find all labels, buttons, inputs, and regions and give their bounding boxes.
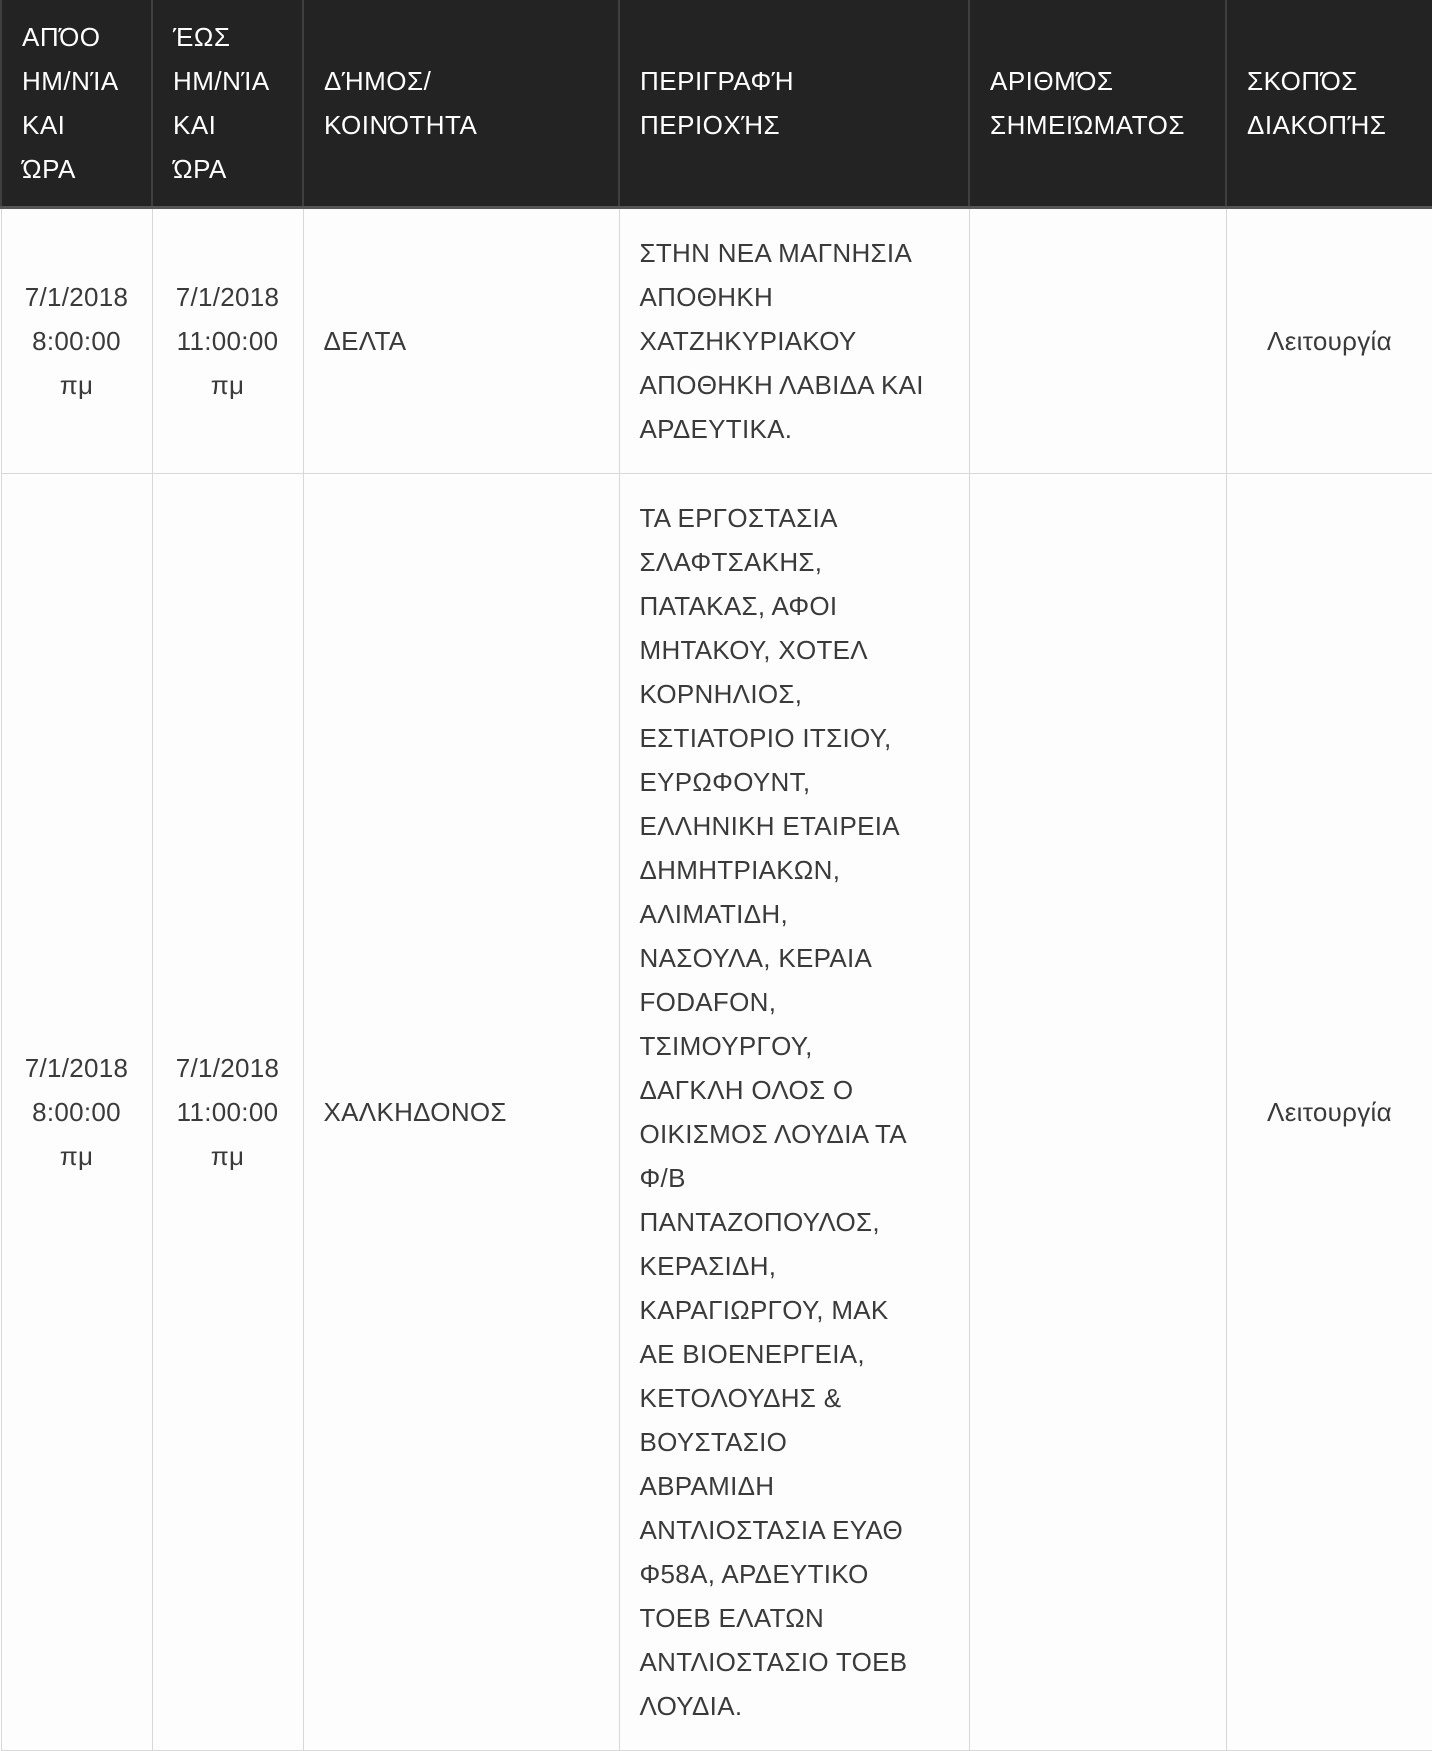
cell-municipality: ΧΑΛΚΗΔΟΝΟΣ: [303, 473, 619, 1750]
header-note-number: ΑΡΙΘΜΌΣ ΣΗΜΕΙΏΜΑΤΟΣ: [969, 0, 1226, 207]
table-row: [1, 207, 1432, 473]
cell-outage-purpose: Λειτουργία: [1226, 207, 1432, 473]
header-from-datetime: ΑΠΌΟ ΗΜ/ΝΊΑ ΚΑΙ ΏΡΑ: [1, 0, 152, 207]
cell-area-description: ΤΑ ΕΡΓΟΣΤΑΣΙΑ ΣΛΑΦΤΣΑΚΗΣ, ΠΑΤΑΚΑΣ, ΑΦΟΙ ΜΗΤΑΚΟΥ, ΧΟΤΕΛ ΚΟΡΝΗΛΙΟΣ, ΕΣΤΙΑΤΟΡΙΟ ΙΤΣΙΟΥ, ΕΥΡΩΦΟΥΝΤ, ΕΛΛΗΝΙΚΗ ΕΤΑΙΡΕΙΑ ΔΗΜΗΤΡΙΑΚΩΝ, ΑΛΙΜΑΤΙΔΗ, ΝΑΣΟΥΛΑ, ΚΕΡΑΙΑ FODAFON, ΤΣΙΜΟΥΡΓΟΥ, ΔΑΓΚΛΗ ΟΛΟΣ Ο ΟΙΚΙΣΜΟΣ ΛΟΥΔΙΑ ΤΑ Φ/Β ΠΑΝΤΑΖΟΠΟΥΛΟΣ, ΚΕΡΑΣΙΔΗ, ΚΑΡΑΓΙΩΡΓΟΥ, ΜΑΚ ΑΕ ΒΙΟΕΝΕΡΓΕΙΑ, ΚΕΤΟΛΟΥΔΗΣ & ΒΟΥΣΤΑΣΙΟ ΑΒΡΑΜΙΔΗ ΑΝΤΛΙΟΣΤΑΣΙΑ ΕΥΑΘ Φ58Α, ΑΡΔΕΥΤΙΚΟ ΤΟΕΒ ΕΛΑΤΩΝ ΑΝΤΛΙΟΣΤΑΣΙΟ ΤΟΕΒ ΛΟΥΔΙΑ.: [619, 473, 969, 1750]
header-area-description: ΠΕΡΙΓΡΑΦΉ ΠΕΡΙΟΧΉΣ: [619, 0, 969, 207]
cell-from-datetime: 7/1/2018 8:00:00 πμ: [1, 207, 152, 473]
cell-municipality: ΔΕΛΤΑ: [303, 207, 619, 473]
header-outage-purpose: ΣΚΟΠΌΣ ΔΙΑΚΟΠΉΣ: [1226, 0, 1432, 207]
cell-note-number: [969, 207, 1226, 473]
table-body: [1, 207, 1432, 1750]
cell-note-number: [969, 473, 1226, 1750]
cell-from-datetime: 7/1/2018 8:00:00 πμ: [1, 473, 152, 1750]
cell-outage-purpose: Λειτουργία: [1226, 473, 1432, 1750]
table-header: [1, 0, 1432, 207]
table-row: [1, 473, 1432, 1750]
cell-area-description: ΣΤΗΝ ΝΕΑ ΜΑΓΝΗΣΙΑ ΑΠΟΘΗΚΗ ΧΑΤΖΗΚΥΡΙΑΚΟΥ ΑΠΟΘΗΚΗ ΛΑΒΙΔΑ ΚΑΙ ΑΡΔΕΥΤΙΚΑ.: [619, 207, 969, 473]
cell-to-datetime: 7/1/2018 11:00:00 πμ: [152, 473, 303, 1750]
cell-to-datetime: 7/1/2018 11:00:00 πμ: [152, 207, 303, 473]
header-municipality: ΔΉΜΟΣ/ ΚΟΙΝΌΤΗΤΑ: [303, 0, 619, 207]
header-row: [1, 0, 1432, 207]
header-to-datetime: ΈΩΣ ΗΜ/ΝΊΑ ΚΑΙ ΏΡΑ: [152, 0, 303, 207]
